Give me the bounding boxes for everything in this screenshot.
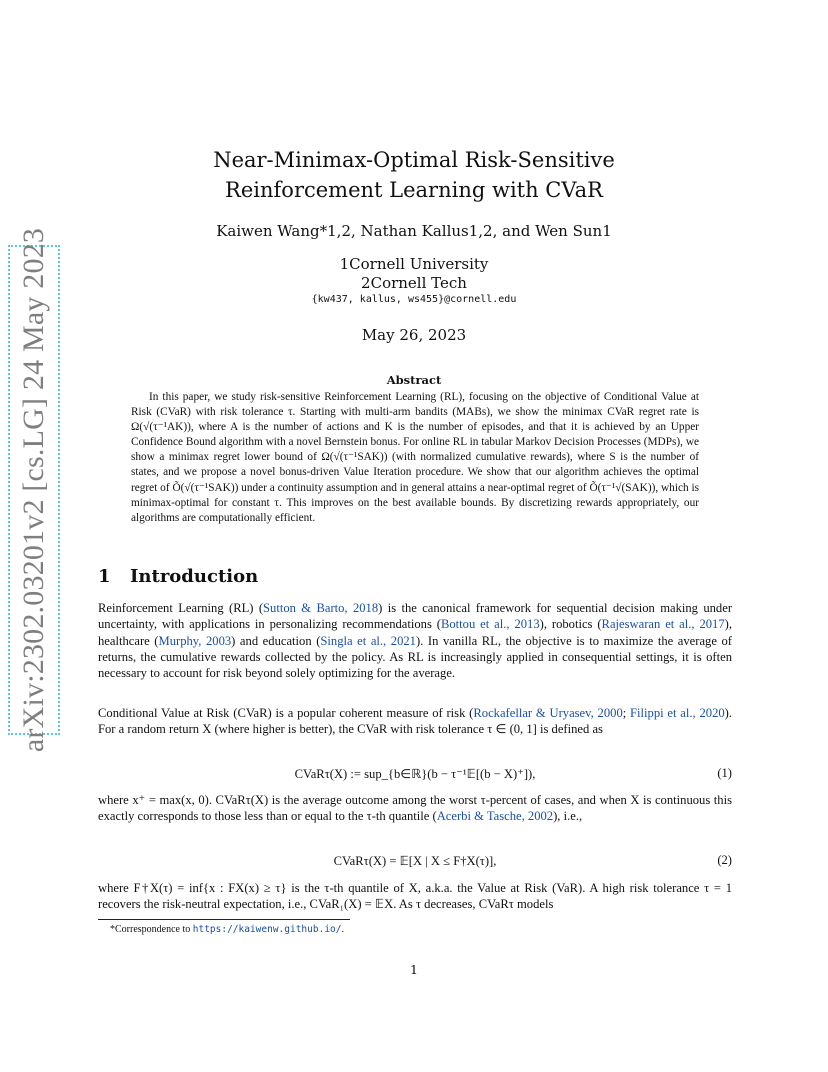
author-emails: {kw437, kallus, ws455}@cornell.edu — [311, 294, 517, 305]
abstract-heading: Abstract — [386, 373, 442, 387]
citation-link[interactable]: Filippi et al., 2020 — [630, 706, 725, 720]
affiliation-2: 2Cornell Tech — [361, 274, 467, 292]
footnote: *Correspondence to https://kaiwenw.github.io/. — [110, 924, 344, 935]
paper-date: May 26, 2023 — [361, 326, 467, 344]
citation-link[interactable]: Singla et al., 2021 — [320, 633, 416, 648]
author-list: Kaiwen Wang*1,2, Nathan Kallus1,2, and Wen Sun1 — [216, 222, 612, 240]
intro-paragraph-2: Conditional Value at Risk (CVaR) is a popular coherent measure of risk (Rockafellar & Uryasev, 2000; Filippi et al., 2020). For a random return X (where higher is better), the CVaR with risk tolerance τ ∈ (0, 1] is defined as — [98, 706, 733, 737]
citation-link[interactable]: Acerbi & Tasche, 2002 — [436, 809, 554, 824]
equation-1 — [98, 766, 732, 784]
abstract-text — [131, 390, 699, 526]
footnote-rule — [98, 919, 350, 920]
citation-link[interactable]: Rajeswaran et al., 2017 — [601, 617, 725, 632]
arxiv-stamp — [8, 227, 60, 753]
page-number: 1 — [410, 962, 418, 977]
citation-link[interactable]: Murphy, 2003 — [158, 633, 232, 648]
citation-link[interactable]: Rockafellar & Uryasev, 2000 — [473, 706, 623, 720]
citation-link[interactable]: Sutton & Barto, 2018 — [263, 601, 379, 615]
affiliation-1: 1Cornell University — [339, 255, 489, 273]
citation-link[interactable]: Bottou et al., 2013 — [440, 617, 540, 632]
equation-body: CVaRτ(X) = 𝔼[X | X ≤ F†X(τ)], — [333, 854, 497, 868]
intro-paragraph-1: Reinforcement Learning (RL) (Sutton & Barto, 2018) is the canonical framework for sequential decision making under uncertainty, with applications in personalizing recommendations (Bottou et al., 2013), robotics (Rajeswaran et al., 2017), healthcare (Murphy, 2003) and education (Singla et al., 2021). In vanilla RL, the objective is to maximize the average of returns, the cumulative rewards collected by the policy. As RL is increasingly applied in consequential settings, it is often necessary to account for risk beyond solely optimizing for the average. — [98, 601, 733, 681]
equation-2 — [98, 853, 732, 871]
correspondence-link[interactable]: https://kaiwenw.github.io/ — [192, 924, 342, 935]
equation-body: CVaRτ(X) := sup_{b∈ℝ}(b − τ⁻¹𝔼[(b − X)⁺]), — [294, 767, 536, 781]
equation-number: (1) — [717, 766, 732, 780]
section-title: Introduction — [130, 566, 259, 587]
equation-number: (2) — [717, 853, 732, 867]
section-heading-introduction — [98, 566, 258, 587]
arxiv-identifier: arXiv:2302.03201v2 [cs.LG] 24 May 2023 — [17, 227, 50, 753]
intro-paragraph-4: where F†X(τ) = inf{x : FX(x) ≥ τ} is the τ-th quantile of X, a.k.a. the Value at Risk (VaR). A high risk tolerance τ = 1 recovers the risk-neutral expectation, i.e., CVaR₁(X) = 𝔼X. As τ decreases, CVaRτ models — [98, 881, 732, 912]
abstract-paragraph: In this paper, we study risk-sensitive Reinforcement Learning (RL), focusing on the objective of Conditional Value at Risk (CVaR) with risk tolerance τ. Starting with multi-arm bandits (MABs), we show the minimax CVaR regret rate is Ω(√(τ⁻¹AK)), where A is the number of actions and K is the number of episodes, and that it is achieved by an Upper Confidence Bound algorithm with a novel Bernstein bonus. For online RL in tabular Markov Decision Processes (MDPs), we show a minimax regret lower bound of Ω(√(τ⁻¹SAK)) (with normalized cumulative rewards), where S is the number of states, and we propose a novel bonus-driven Value Iteration procedure. We show that our algorithm achieves the optimal regret of Õ(√(τ⁻¹SAK)) under a continuity assumption and in general attains a near-optimal regret of Õ(τ⁻¹√(SAK)), which is minimax-optimal for constant τ. This improves on the best available bounds. By discretizing rewards appropriately, our algorithms are computationally efficient. — [131, 391, 699, 524]
paper-title-line-1: Near-Minimax-Optimal Risk-Sensitive — [213, 148, 615, 172]
intro-paragraph-3: where x⁺ = max(x, 0). CVaRτ(X) is the average outcome among the worst τ-percent of cases, and when X is continuous this exactly corresponds to those less than or equal to the τ-th quantile (Acerbi & Tasche, 2002), i.e., — [98, 793, 732, 824]
section-number: 1 — [98, 566, 111, 587]
paper-title-line-2: Reinforcement Learning with CVaR — [225, 178, 603, 202]
